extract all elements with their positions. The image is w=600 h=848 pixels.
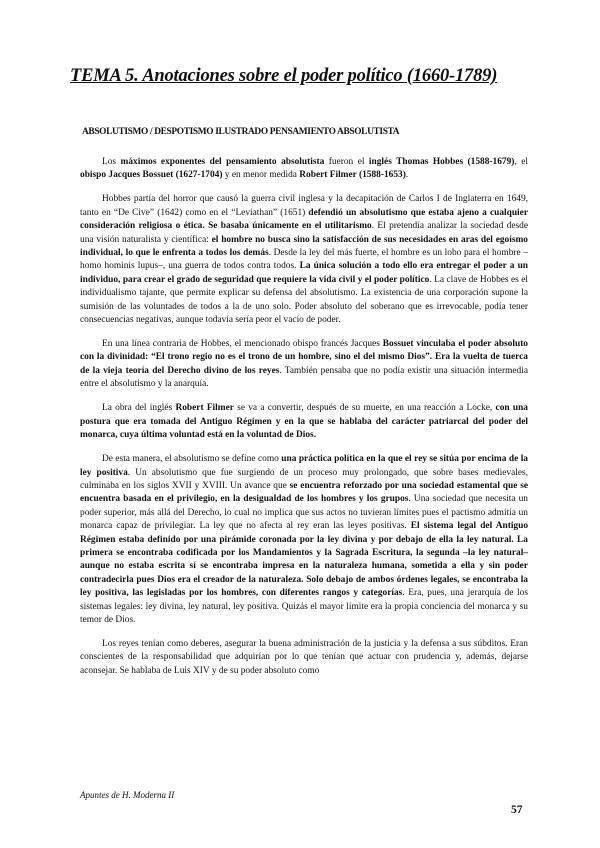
page-title: TEMA 5. Anotaciones sobre el poder político (1660-1789): [70, 66, 498, 86]
bold-text: con una postura que era tomada del Antiguo Régimen y en la que se hablaba del carácter patriarcal del poder del monarca, cuya última voluntad está en la voluntad de Dios.: [80, 403, 528, 441]
text: . Un absolutismo que fue surgiendo de un proceso muy prolongado, que sobre bases medievales, culminaba en los siglos XVII y XVIII. Un avance que: [80, 467, 528, 491]
bold-text: Robert Filmer (1588-1653): [299, 170, 406, 181]
bold-text: inglés Thomas Hobbes (1588-1679): [368, 157, 515, 167]
paragraph-1: [80, 156, 528, 183]
text: . Era, pues, una jerarquía de los sistemas legales: ley divina, ley natural, ley positiva. Quizás el mayor límite era la propia conciencia del monarca y su temor de Dios.: [80, 588, 528, 625]
bold-text: El sistema legal del Antiguo Régimen estaba definido por una pirámide coronada por la ley divina y por debajo de ella la ley natural. La primera se encontraba codificada por los Mandamientos y la Sagrada Escritura, la segunda –la ley natural– aunque no estaba escrita sí se encontraba impresa en la naturaleza humana, sometida a ella y sin poder contradecirla pues Dios era el creador de la naturaleza. Solo debajo de ambos órdenes legales, se encontraba la ley positiva, las legisladas por los hombres, con diferentes rangos y categorías: [80, 521, 529, 599]
text: fueron el: [324, 157, 369, 167]
bold-text: Bossuet vinculaba el poder absoluto con la divinidad: “El trono regio no es el trono de un hombre, sino el del mismo Dios”. Era la vuelta de tuerca de la vieja teoría del Derecho divino de los reyes: [80, 339, 528, 376]
text: La obra del inglés: [102, 403, 176, 414]
paragraph-3: [80, 338, 528, 392]
text: se va a convertir, después de su muerte, en una reacción a Locke,: [233, 403, 496, 414]
bold-text: Robert Filmer: [175, 403, 234, 414]
text: . La clave de Hobbes es el individualismo tajante, que permite explicar su defensa del absolutismo. La existencia de una corporación supone la sumisión de las voluntades de todos a la de uno solo. Poder absoluto del soberano que es irrevocable, podía tener consecuencias negativas, aunque todavía sería peor el vacío de poder.: [80, 274, 528, 326]
text: . Desde la ley del más fuerte, el hombre es un lobo para el hombre –homo hominis lupus–, una guerra de todos contra todos.: [80, 248, 528, 272]
text: De esta manera, el absolutismo se define como: [102, 454, 282, 465]
text: y en menor medida: [222, 170, 300, 181]
bold-text: defendió un absolutismo que estaba ajeno a cualquier consideración religiosa o ética. Se basaba únicamente en el utilitarismo: [80, 207, 528, 232]
text: , el: [514, 157, 529, 167]
bold-text: máximos exponentes del pensamiento absolutista: [120, 157, 325, 167]
bold-text: una práctica política en la que el rey se sitúa por encima de la ley positiva: [80, 454, 528, 478]
text: . Una sociedad que necesita un poder superior, más allá del Derecho, lo cual no implica que sus actos no tuvieran límites pues el pactismo admitía un monarca capaz de privilegiar. La ley que no afecta al rey eran las leyes positivas.: [80, 494, 528, 532]
paragraph-5: [80, 453, 528, 627]
text: . También pensaba que no podía existir una situación intermedia entre el absolutismo y la anarquía.: [80, 365, 528, 390]
section-heading: ABSOLUTISMO / DESPOTISMO ILUSTRADO PENSAMIENTO ABSOLUTISTA: [82, 127, 400, 137]
footer-course-name: Apuntes de H. Moderna II: [80, 790, 175, 800]
bold-text: el hombre no busca sino la satisfacción de sus necesidades en aras del egoísmo individual, lo que le enfrenta a todos los demás: [80, 234, 528, 259]
body-text: [80, 156, 528, 678]
bold-text: La única solución a todo ello era entregar el poder a un individuo, para crear el grado de seguridad que requiere la vida civil y el poder político: [80, 261, 528, 285]
bold-text: obispo Jacques Bossuet (1627-1704): [80, 170, 223, 181]
paragraph-2: [80, 193, 528, 327]
text: Hobbes partía del horror que causó la guerra civil inglesa y la decapitación de Carlos I de Inglaterra en 1649, tanto en “De Cive” (1642) como en el “Leviathan” (1651): [80, 194, 528, 218]
text: .: [405, 170, 409, 181]
text: Los: [102, 157, 121, 167]
paragraph-6: [80, 638, 528, 678]
page-number: 57: [511, 804, 523, 816]
text: Los reyes tenían como deberes, asegurar la buena administración de la justicia y la defensa a sus súbditos. Eran conscientes de la responsabilidad que adquirían por lo que tenían que actuar con prudencia y, además, dejarse aconsejar. Se hablaba de Luis XIV y de su poder absoluto como: [80, 638, 528, 676]
bold-text: se encuentra reforzado por una sociedad estamental que se encuentra basada en el privilegio, en la desigualdad de los hombres y los grupos: [80, 480, 528, 505]
text: En una línea contraria de Hobbes, el mencionado obispo francés Jacques: [102, 339, 383, 350]
paragraph-4: [80, 402, 528, 442]
text: . El pretendía analizar la sociedad desde una visión naturalista y científica:: [80, 221, 528, 245]
